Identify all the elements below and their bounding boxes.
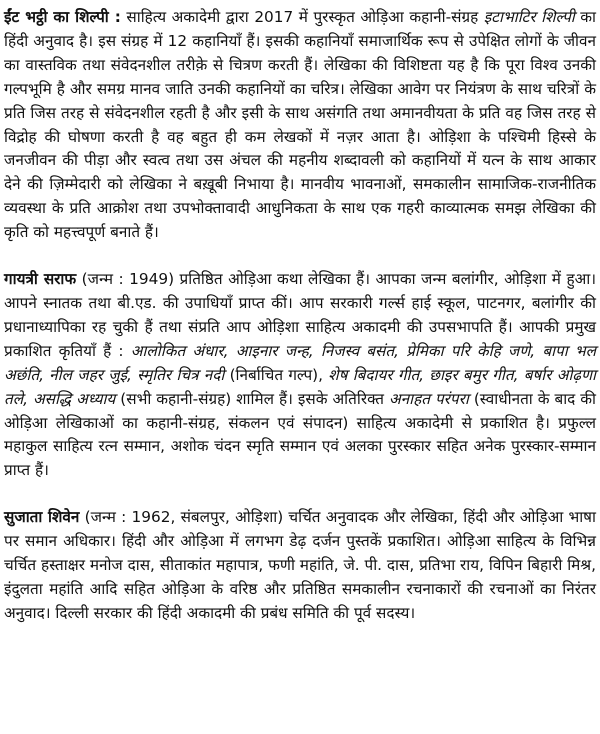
author-name-heading: गायत्री सराफ xyxy=(4,270,77,289)
paragraph-spacer xyxy=(4,483,596,506)
paragraph-text: (जन्म : 1962, संबलपुर, ओड़िशा) चर्चित अनुवादक और लेखिका, हिंदी और ओड़िआ भाषा पर समान अधिकार। हिंदी और ओड़िआ में लगभग डेढ़ दर्जन पुस्तकें प्रकाशित। ओड़िआ साहित्य के विभिन्न चर्चित हस्ताक्षर मनोज दास, सीताकांत महापात्र, फणी महांति, जे. पी. दास, प्रतिभा राय, विपिन बिहारी मिश्र, इंदुलता महांति आदि सहित ओड़िआ के वरिष्ठ और प्रतिष्ठित समकालीन रचनाकारों की रचनाओं का निरंतर अनुवाद। दिल्ली सरकार की हिंदी अकादमी की प्रबंध समिति की पूर्व सदस्य। xyxy=(4,508,596,622)
translator-name-heading: सुजाता शिवेन xyxy=(4,508,80,527)
paragraph-text: (निर्बाचित गल्प), xyxy=(224,365,329,384)
author-bio-paragraph xyxy=(4,268,596,483)
works-list-italic: शेष बिदायर गीत, छाइर बमुर गीत, बर्षार ओढ़णा तले, असद्धि अध्याय xyxy=(4,365,596,408)
book-title-heading: ईंट भट्ठी का शिल्पी : xyxy=(4,8,121,26)
book-description-paragraph xyxy=(4,6,596,245)
paragraph-text: का हिंदी अनुवाद है। इस संग्रह में 12 कहानियाँ हैं। इसकी कहानियाँ समाजार्थिक रूप से उपेक्षित लोगों के जीवन का वास्तविक तथा संवेदनशील तरीक़े से चित्रण करती हैं। लेखिका की विशिष्टता यह है कि पूरा विश्व उनकी गल्पभूमि है और समग्र मानव जाति उनकी कहानियों का चरित्र। लेखिका आवेग पर नियंत्रण के साथ चरित्रों के प्रति जिस तरह से संवेदनशील रहती है और इसी के साथ असंगति तथा अमानवीयता के प्रति वह जिस तरह से विद्रोह की घोषणा करती है वह बहुत ही कम लेखकों में नज़र आता है। ओड़िशा के पश्चिमी हिस्से के जनजीवन की पीड़ा और स्वत्व तथा उस अंचल की महनीय शब्दावली को कहानियों में यत्न के साथ आकार देने की ज़िम्मेदारी को लेखिका ने बख़ूबी निभाया है। मानवीय भावनाओं, समकालीन सामाजिक-राजनीतिक व्यवस्था के प्रति आक्रोश तथा उपभोक्तावादी आधुनिकता के साथ एक गहरी काव्यात्मक समझ लेखिका की कृति को महत्त्वपूर्ण बनाते हैं। xyxy=(4,8,597,242)
document-page xyxy=(4,6,596,730)
paragraph-text: साहित्य अकादेमी द्वारा 2017 में पुरस्कृत ओड़िआ कहानी-संग्रह xyxy=(120,8,484,26)
paragraph-text: (स्वाधीनता के बाद की ओड़िआ लेखिकाओं का कहानी-संग्रह, संकलन एवं संपादन) साहित्य अकादेमी से प्रकाशित है। प्रफुल्ल महाकुल साहित्य रत्न सम्मान, अशोक चंदन स्मृति सम्मान एवं अलका पुरस्कार सहित अनेक पुरस्कार-सम्मान प्राप्त हैं। xyxy=(4,389,596,480)
translator-bio-paragraph xyxy=(4,506,596,626)
paragraph-text: (जन्म : 1949) प्रतिष्ठित ओड़िआ कथा लेखिका हैं। आपका जन्म बलांगीर, ओड़िशा में हुआ। आपने स्नातक तथा बी.एड. की उपाधियाँ प्राप्त कीं। आप सरकारी गर्ल्स हाई स्कूल, पाटनगर, बलांगीर की प्रधानाध्यापिका रह चुकी हैं तथा संप्रति आप ओड़िशा साहित्य अकादमी की उपसभापति हैं। आपकी प्रमुख प्रकाशित कृतियाँ हैं : xyxy=(4,270,597,360)
paragraph-spacer xyxy=(4,245,596,268)
works-list-italic: आलोकित अंधार, आइनार जन्ह, निजस्व बसंत, प्रेमिका परि केहि जणे, बापा भल अछंति, नील जहर जुई, स्मृतिर चित्र नदी xyxy=(4,341,596,384)
paragraph-text: (सभी कहानी-संग्रह) शामिल हैं। इसके अतिरिक्त xyxy=(115,389,389,408)
original-title-italic: इटाभाटिर शिल्पी xyxy=(483,8,575,26)
anthology-title-italic: अनाहत परंपरा xyxy=(389,389,469,408)
